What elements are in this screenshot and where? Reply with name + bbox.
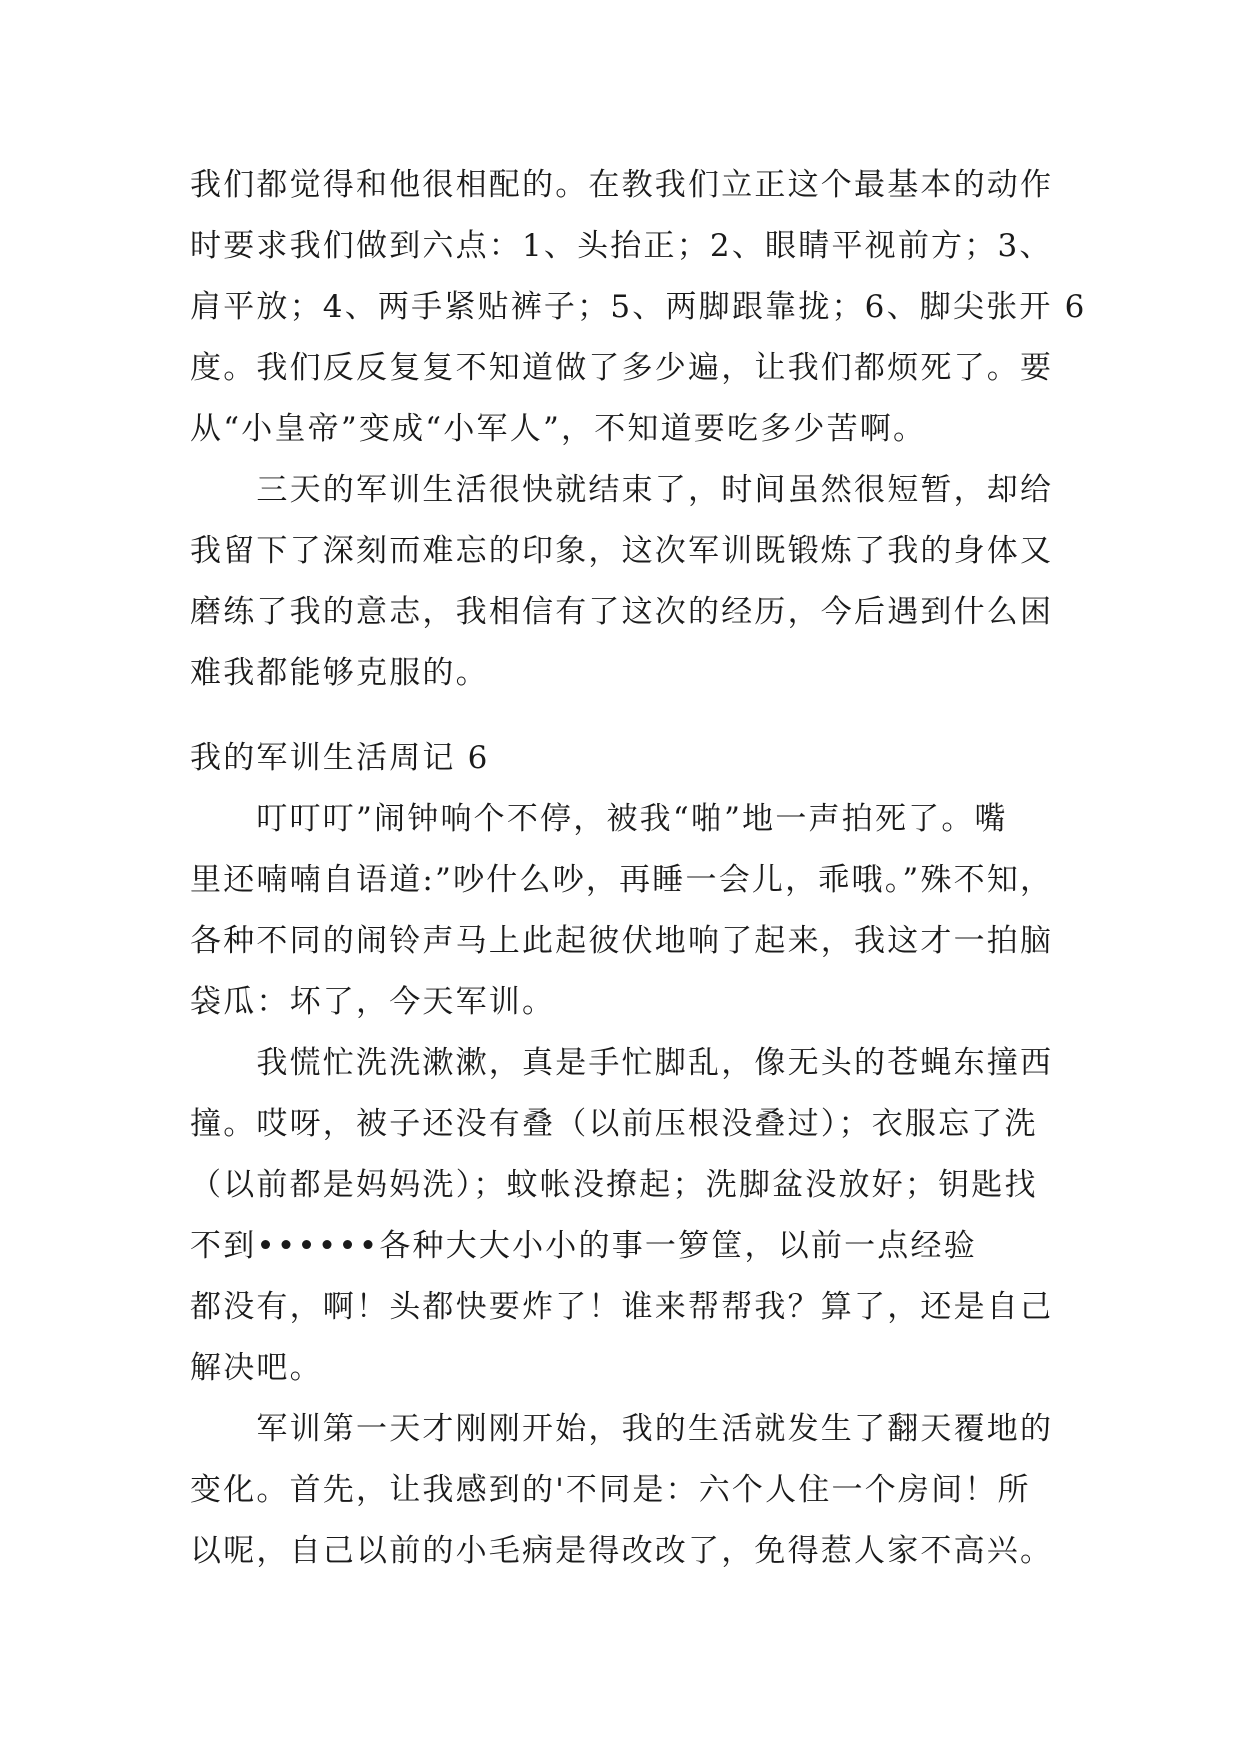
- text-line: 军训第一天才刚刚开始，我的生活就发生了翻天覆地的: [190, 1411, 1054, 1447]
- text-line: 我慌忙洗洗漱漱，真是手忙脚乱，像无头的苍蝇东撞西: [190, 1045, 1054, 1081]
- text-line: 我留下了深刻而难忘的印象，这次军训既锻炼了我的身体又: [190, 533, 1054, 569]
- paragraph: [190, 460, 1060, 704]
- text-line: （以前都是妈妈洗）；蚊帐没撩起；洗脚盆没放好；钥匙找: [190, 1167, 1038, 1203]
- text-line: 我们都觉得和他很相配的。在教我们立正这个最基本的动作: [190, 167, 1054, 203]
- paragraph: [190, 1399, 1060, 1582]
- text-line: 难我都能够克服的。: [190, 655, 489, 691]
- text-line: 都没有，啊！头都快要炸了！谁来帮帮我？算了，还是自己: [190, 1289, 1054, 1325]
- paragraph: [190, 789, 1060, 1033]
- paragraph: [190, 1033, 1060, 1399]
- section-title: 我的军训生活周记 6: [190, 740, 490, 776]
- text-line: 三天的军训生活很快就结束了，时间虽然很短暂，却给: [190, 472, 1054, 508]
- text-line: 度。我们反反复复不知道做了多少遍，让我们都烦死了。要: [190, 350, 1054, 386]
- text-line: 解决吧。: [190, 1350, 323, 1386]
- text-line: 时要求我们做到六点：1、头抬正；2、眼睛平视前方；3、: [190, 228, 1053, 264]
- paragraph: [190, 155, 1087, 460]
- text-line: 里还喃喃自语道:”吵什么吵，再睡一会儿，乖哦。”殊不知，: [190, 862, 1054, 898]
- text-line: 磨练了我的意志，我相信有了这次的经历，今后遇到什么困: [190, 594, 1054, 630]
- text-line: 袋瓜：坏了，今天军训。: [190, 984, 556, 1020]
- text-line: 以呢，自己以前的小毛病是得改改了，免得惹人家不高兴。: [190, 1533, 1054, 1569]
- bottom-text-block: [190, 728, 1060, 1582]
- text-line: 从“小皇帝”变成“小军人”，不知道要吃多少苦啊。: [190, 411, 927, 447]
- text-line: 变化。首先，让我感到的'不同是：六个人住一个房间！所: [190, 1472, 1031, 1508]
- text-line: 各种不同的闹铃声马上此起彼伏地响了起来，我这才一拍脑: [190, 923, 1054, 959]
- text-line: 肩平放；4、两手紧贴裤子；5、两脚跟靠拢；6、脚尖张开 6: [190, 289, 1087, 325]
- top-text-block: [190, 155, 1087, 704]
- text-line: 叮叮叮”闹钟响个不停，被我“啪”地一声拍死了。嘴: [190, 801, 1008, 837]
- text-line: 撞。哎呀，被子还没有叠（以前压根没叠过）；衣服忘了洗: [190, 1106, 1038, 1142]
- text-line: 不到••••••各种大大小小的事一箩筐，以前一点经验: [190, 1228, 977, 1264]
